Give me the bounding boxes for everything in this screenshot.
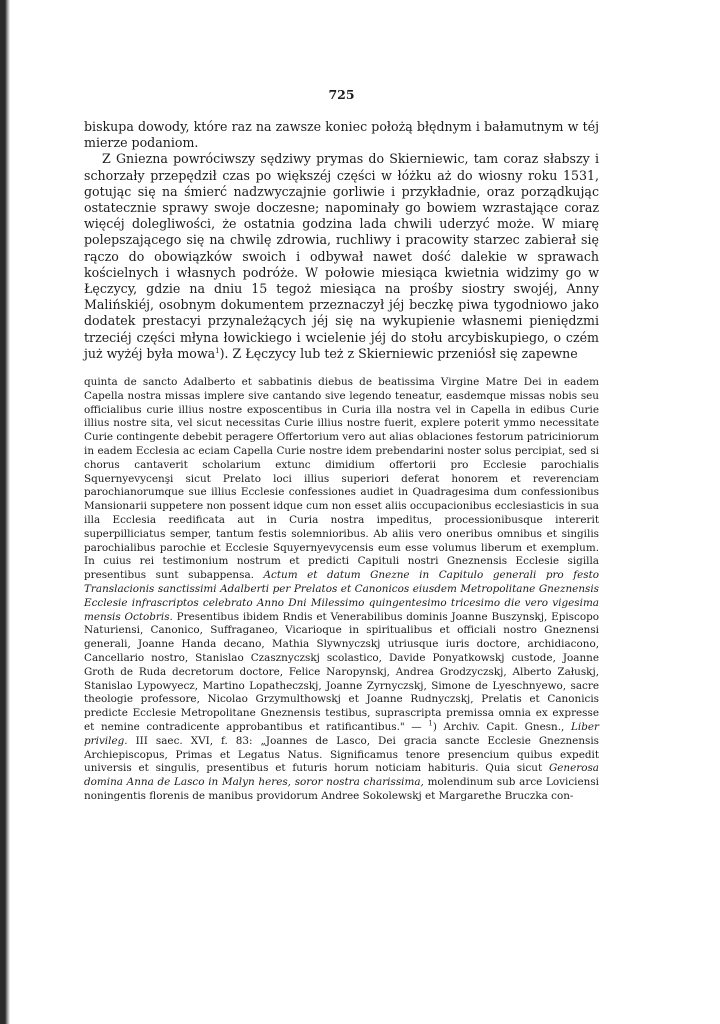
page-number: 725 — [328, 87, 355, 102]
footnote-block — [84, 376, 599, 804]
paragraph-skierniewice — [84, 151, 599, 362]
footnote-document-text: III saec. XVI, f. 83: „Joannes de Lasco, Dei gracia sancte Ecclesie Gneznensis Archiepiscopus, Primas et Legatus Natus. Significamus tenore presencium quibus expedit universis et singulis, presentibus et futuris horum noticiam habituris. Quia sicut — [84, 734, 599, 775]
main-text — [84, 119, 599, 362]
footnote-marker: 1 — [215, 346, 220, 355]
footnote-separator — [84, 362, 599, 376]
paragraph-continuation: biskupa dowody, które raz na zawsze koniec położą błędnym i bałamutnym w téj mierze podaniom. — [84, 119, 599, 151]
footnote-document-end: molendinum sub arce Loviciensi noningentis florenis de manibus providorum Andree Sokolewskj et Margarethe Bruczka con- — [84, 776, 600, 802]
page-content — [84, 88, 599, 804]
paragraph-text-end: ). Z Łęczycy lub też z Skierniewic przeniósł się zapewne — [219, 345, 578, 361]
footnote-latin-italic: Actum et datum Gnezne in Capitulo generali pro festo Translacionis sanctissimi Adalberti per Prelatos et Canonicos eiusdem Metropolitane Gneznensis Ecclesie infrascriptos celebrato Anno Dni Milessimo quingentesimo tricesimo die vero vigesima mensis Octobris. — [84, 569, 599, 623]
paragraph-text: Z Gniezna powróciwszy sędziwy prymas do Skierniewic, tam coraz słabszy i schorzały przepędził czas po większéj części w łóżku aż do wiosny roku 1531, gotując się na śmierć nadzwyczajnie gorliwie i przykładnie, oraz porządkując ostatecznie sprawy swoje doczesne; napominały go bowiem wzrastające coraz więcéj dolegliwości, że ostatnia godzina lada chwili uderzyć może. W miarę polepszającego się na chwilę zdrowia, ruchliwy i pracowity starzec zabierał się rączo do obowiązków swoich i odbywał nawet dość dalekie w sprawach kościelnych i własnych podróże. W połowie miesiąca kwietnia widzimy go w Łęczycy, gdzie na dniu 15 tegoż miesiąca na prośby siostry swojéj, Anny Malińskiéj, osobnym dokumentem przeznaczył jéj beczkę piwa tygodniowo jako dodatek prestacyi przynależących jéj się na wykupienie własnemi pieniędzmi trzeciéj części młyna łowickiego i wcielenie jéj do stołu arcybiskupiego, o czém już wyżéj była mowa — [84, 151, 599, 361]
scan-binding-edge — [0, 0, 10, 1024]
footnote-archive-ref: ) Archiv. Capit. Gnesn., — [432, 720, 565, 733]
footnote-latin-text: quinta de sancto Adalberto et sabbatinis diebus de beatissima Virgine Matre Dei in eadem Capella nostra missas implere sive cantando sive legendo teneatur, easdemque missas nobis seu officialibus curie illius nostre exposcentibus in Curia illa nostra vel in Capella in edibus Curie illius nostre sita, vel sicut necessitas Curie illius nostre fuerit, explere poterit ymmo necessitate Curie contingente debebit peragere Offertorium vero aut alias oblaciones festorum patriciniorum in eadem Ecclesia ac eciam Capella Curie nostre idem prebendarini noster solus percipiat, sed si chorus cantaverit scholarium extunc dimidium offertorii pro Ecclesie parochialis Squernyevycenşi sicut Prelato loci illius superiori deferat honorem et reverenciam parochianorumque sue illius Ecclesie confessiones audiet in Quadragesima dum confessionibus Mansionarii suppetere non possent idque cum non esset aliis occupacionibus ecclesiasticis in sua illa Ecclesia reedificata aut in Curia nostra impeditus, processionibusque intererit superpilliciatus semper, tantum festis solemnioribus. Ab aliis vero oneribus omnibus et singilis parochialibus parochie et Ecclesie Squyernyevycensis eum esse volumus liberum et exemplum. In cuius rei testimonium nostrum et predicti Capituli nostri Gneznensis Ecclesie sigilla presentibus sunt subappensa. — [84, 376, 599, 582]
footnote-italic-name: Generosa domina Anna de Lasco in Malyn heres, soror nostra charissima, — [84, 762, 599, 789]
footnote-witness-list: Presentibus ibidem Rndis et Venerabilibus dominis Joanne Buszynskj, Episcopo Naturiensi, Canonico, Suffraganeo, Vicarioque in spiritualibus et officiali nostro Gneznensi generali, Joanne Handa decano, Mathia Slywnyczskj utriusque iuris doctore, archidiacono, Cancellario nostro, Stanislao Czasznyczskj scolastico, Davide Ponyatkowskj custode, Joanne Groth de Ruda decretorum doctore, Felice Naropynskj, Andrea Grodzyczskj, Alberto Załuskj, Stanislao Lypowyecz, Martino Lopatheczskj, Joanne Zyrnyczskj, Simone de Lyeschnyewo, sacre theologie professore, Nicolao Grzymulthowskj et Joanne Rudnyczskj, Prelatis et Canonicis predicte Ecclesie Metropolitane Gneznensis testibus, suprascripta premissa omnia ex expresse et nemine contradicente approbantibus et ratificantibus." — — [84, 610, 599, 733]
footnotes — [84, 376, 599, 804]
footnote-marker: 1 — [428, 719, 433, 728]
footnote-archive-book: Liber privileg. — [84, 720, 599, 747]
